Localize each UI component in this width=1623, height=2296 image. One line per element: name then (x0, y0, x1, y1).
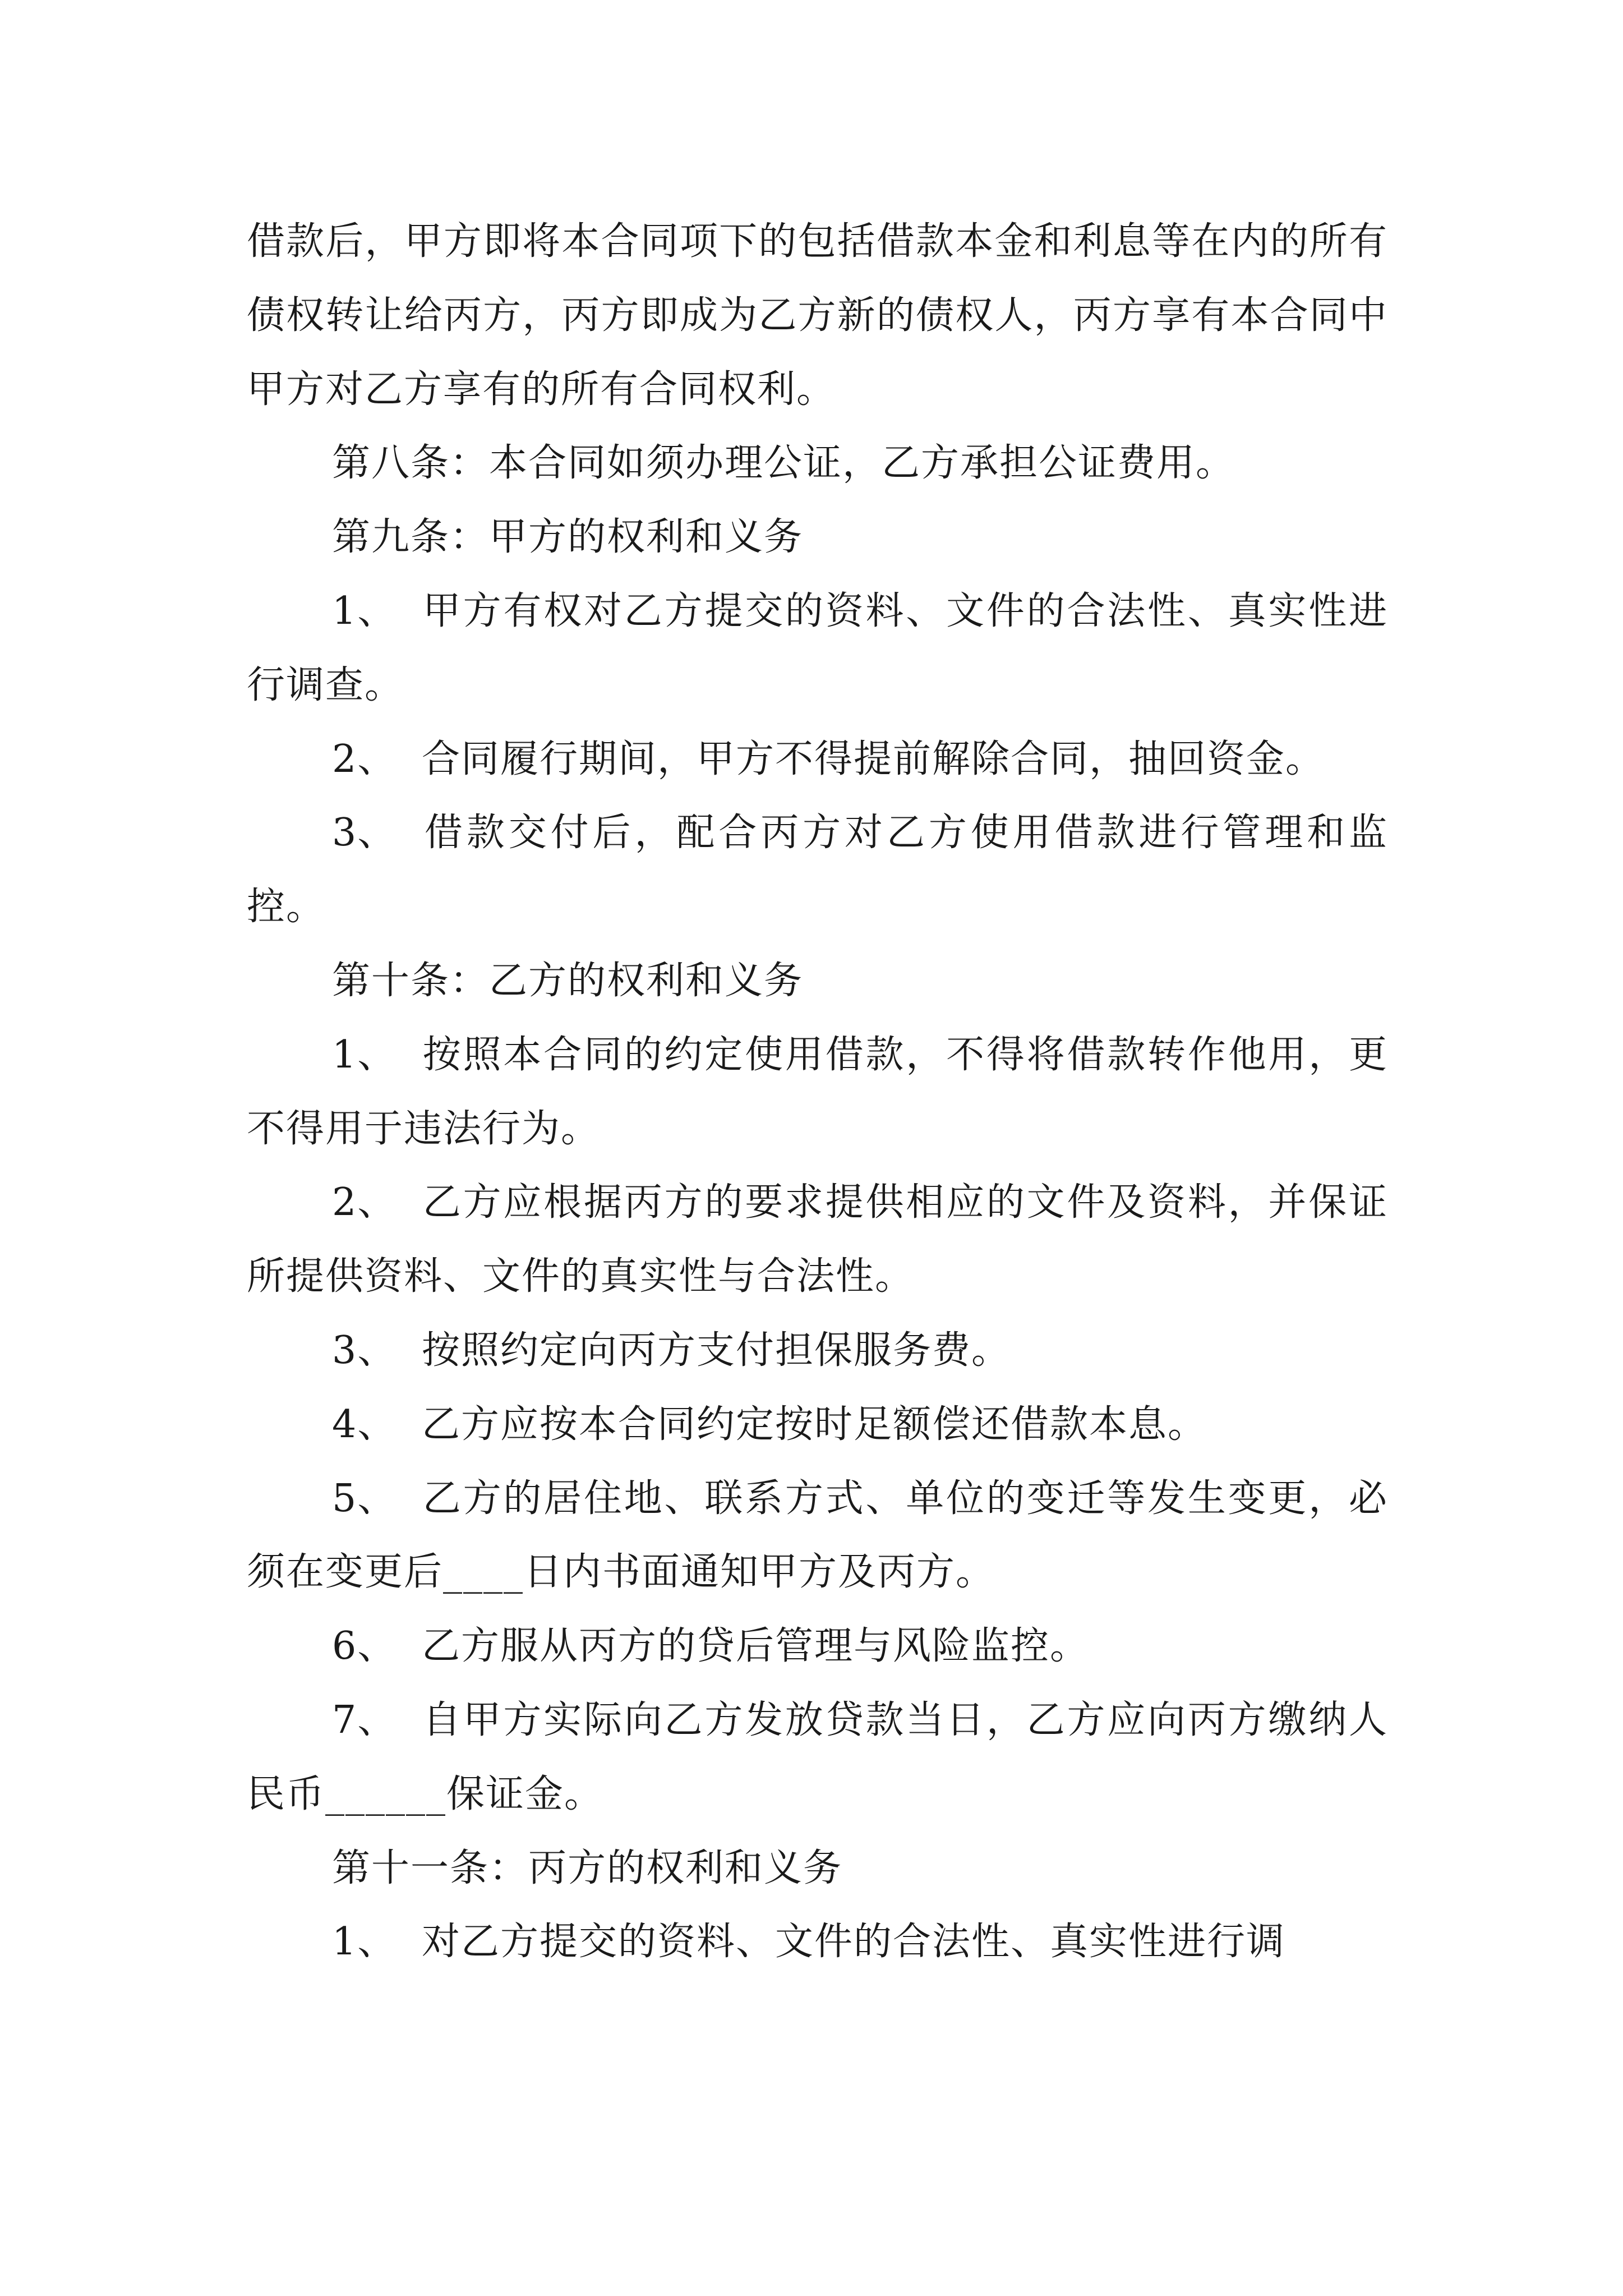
item-number: 6、 (332, 1624, 397, 1669)
article-10-item (247, 1314, 1388, 1388)
article-8 (247, 426, 1388, 500)
paragraph-text: 合同履行期间，甲方不得提前解除合同，抽回资金。 (422, 737, 1325, 781)
paragraph-text: 第八条：本合同如须办理公证，乙方承担公证费用。 (332, 441, 1235, 486)
item-number: 2、 (332, 1180, 397, 1225)
paragraph-text: 对乙方提交的资料、文件的合法性、真实性进行调 (422, 1920, 1286, 1964)
item-number: 4、 (332, 1402, 397, 1447)
article-9-item (247, 574, 1388, 723)
paragraph-text: 借款交付后，配合丙方对乙方使用借款进行管理和监控。 (247, 811, 1388, 930)
paragraph-text: 按照本合同的约定使用借款，不得将借款转作他用，更不得用于违法行为。 (247, 1032, 1388, 1151)
article-10-item (247, 1462, 1388, 1610)
paragraph-text: 第九条：甲方的权利和义务 (332, 515, 804, 560)
paragraph-text: 乙方的居住地、联系方式、单位的变迁等发生变更，必须在变更后____日内书面通知甲方及丙方。 (247, 1476, 1388, 1595)
article-10-heading (247, 944, 1388, 1018)
paragraph-continuation (247, 205, 1388, 426)
item-number: 1、 (332, 1032, 397, 1077)
item-number: 2、 (332, 737, 397, 781)
article-11-item (247, 1905, 1388, 1979)
item-number: 3、 (332, 811, 397, 855)
article-9-item (247, 796, 1388, 944)
article-9-heading (247, 500, 1388, 574)
paragraph-text: 第十一条：丙方的权利和义务 (332, 1846, 843, 1890)
article-11-heading (247, 1832, 1388, 1906)
contract-body (247, 205, 1388, 1979)
paragraph-text: 乙方应根据丙方的要求提供相应的文件及资料，并保证所提供资料、文件的真实性与合法性。 (247, 1180, 1388, 1299)
item-number: 1、 (332, 1920, 397, 1964)
article-10-item (247, 1388, 1388, 1462)
paragraph-text: 第十条：乙方的权利和义务 (332, 958, 804, 1003)
item-number: 7、 (332, 1697, 397, 1742)
paragraph-text: 乙方服从丙方的贷后管理与风险监控。 (422, 1624, 1090, 1669)
item-number: 3、 (332, 1328, 397, 1373)
paragraph-text: 按照约定向丙方支付担保服务费。 (422, 1328, 1011, 1373)
item-number: 5、 (332, 1476, 397, 1521)
paragraph-text: 借款后，甲方即将本合同项下的包括借款本金和利息等在内的所有债权转让给丙方，丙方即成为乙方新的债权人，丙方享有本合同中甲方对乙方享有的所有合同权利。 (247, 219, 1388, 412)
article-9-item (247, 723, 1388, 797)
article-10-item (247, 1683, 1388, 1832)
article-10-item (247, 1609, 1388, 1683)
article-10-item (247, 1018, 1388, 1166)
item-number: 1、 (332, 588, 397, 633)
paragraph-text: 自甲方实际向乙方发放贷款当日，乙方应向丙方缴纳人民币______保证金。 (247, 1697, 1388, 1816)
paragraph-text: 甲方有权对乙方提交的资料、文件的合法性、真实性进行调查。 (247, 588, 1388, 707)
article-10-item (247, 1166, 1388, 1314)
paragraph-text: 乙方应按本合同约定按时足额偿还借款本息。 (422, 1402, 1207, 1447)
